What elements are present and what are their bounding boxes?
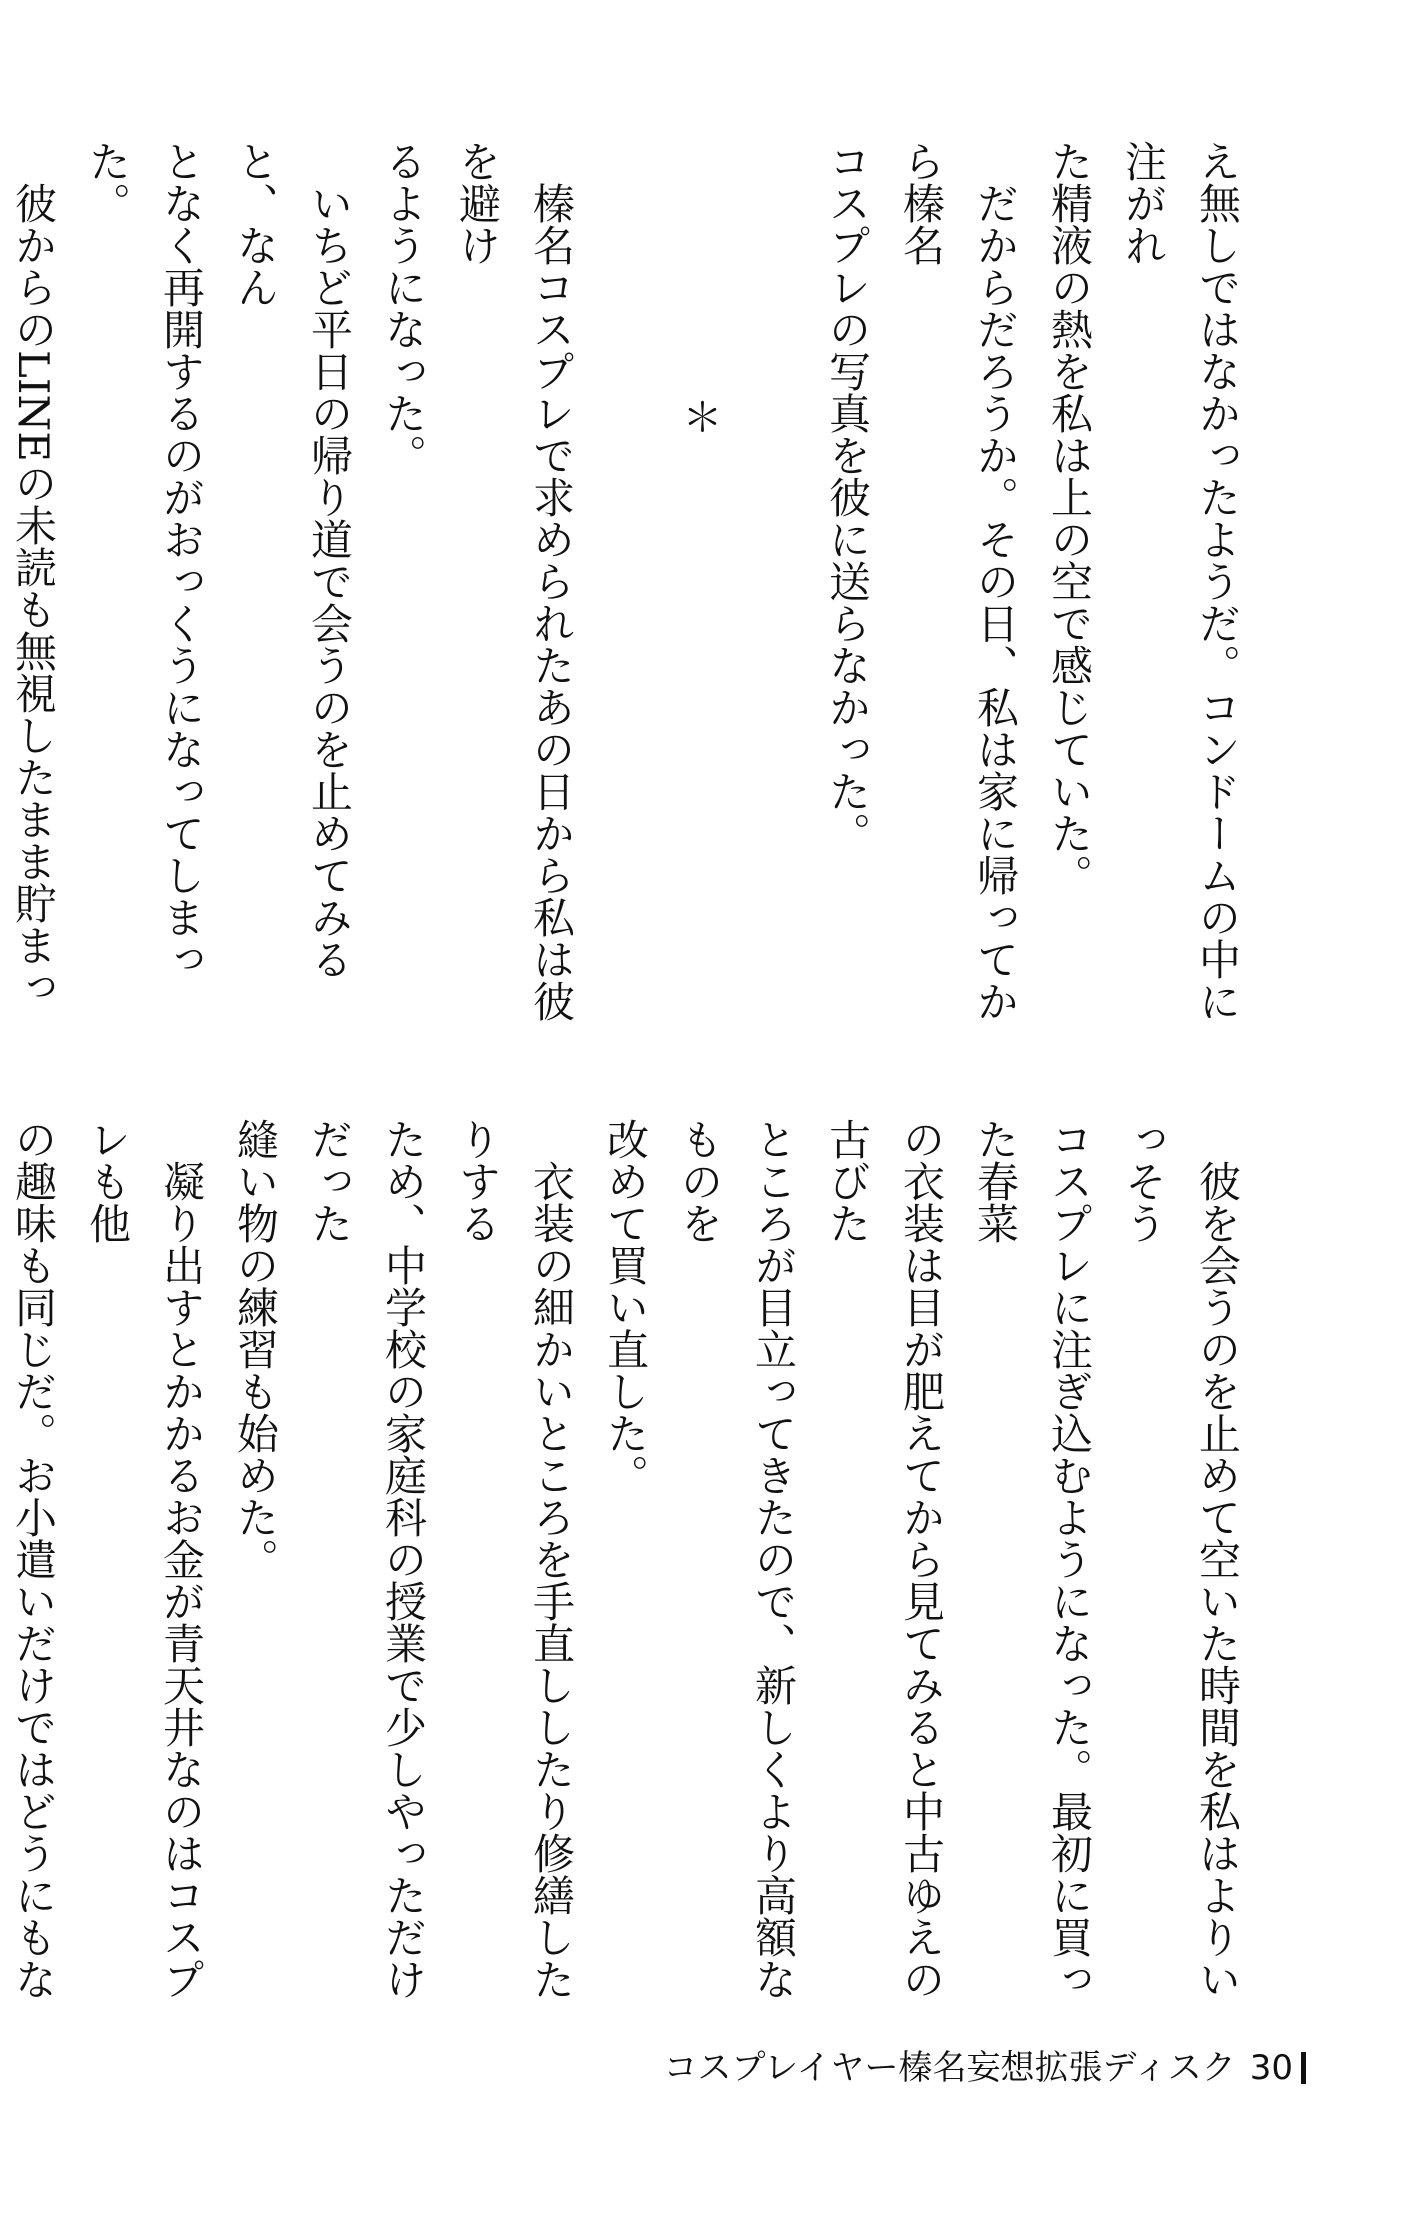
text-line: 改めて買い直した。 (601, 1118, 650, 1496)
text-line: となく再開するのがおっくうになってしまった。 (83, 140, 206, 980)
text-line: いちど平日の帰り道で会うのを止めてみると、なん (231, 140, 354, 980)
text-line: 榛名コスプレで求められたあの日から私は彼を避け (453, 140, 576, 1022)
text-line: 縫い物の練習も始めた。 (231, 1118, 280, 1580)
book-title: コスプレイヤー榛名妄想拡張ディスク (663, 2048, 1236, 2088)
text-line: ところが目立ってきたので、新しくより高額なものを (675, 1118, 798, 2000)
blank-line (736, 140, 810, 1040)
text-line: コスプレに注ぎ込むようになった。最初に買った春菜 (971, 1118, 1094, 2000)
text-line: え無しではなかったようだ。コンドームの中に注がれ (1119, 140, 1242, 1022)
lower-text-block (9, 1118, 1254, 2018)
text-line: の趣味も同じだ。お小遣いだけではどうにもな (9, 1118, 58, 2000)
page-marker-bar (1301, 2052, 1306, 2084)
text-line: だからだろうか。その日、私は家に帰ってから榛名 (897, 140, 1020, 1022)
section-break-asterisk: ＊ (676, 396, 722, 436)
text-line: 彼を会うのを止めて空いた時間を私はよりいっそう (1119, 1118, 1242, 2000)
text-line: るようになった。 (379, 140, 428, 476)
page-number: 30 (1249, 2048, 1293, 2088)
upper-text-block (9, 140, 1254, 1040)
text-line: コスプレの写真を彼に送らなかった。 (823, 140, 872, 854)
text-line: 彼からのLINEの未読も無視したまま貯まっ (9, 182, 58, 1008)
text-line: の衣装は目が肥えてから見てみると中古ゆえの古びた (823, 1118, 946, 2000)
text-line: ため、中学校の家庭科の授業で少しやっただけだった (305, 1118, 428, 2000)
text-line: た精液の熱を私は上の空で感じていた。 (1045, 140, 1094, 896)
text-line: 凝り出すとかかるお金が青天井なのはコスプレも他 (83, 1118, 206, 2000)
running-footer (664, 2048, 1306, 2088)
text-line: 衣装の細かいところを手直ししたり修繕したりする (453, 1118, 576, 2000)
blank-line (588, 140, 662, 1040)
